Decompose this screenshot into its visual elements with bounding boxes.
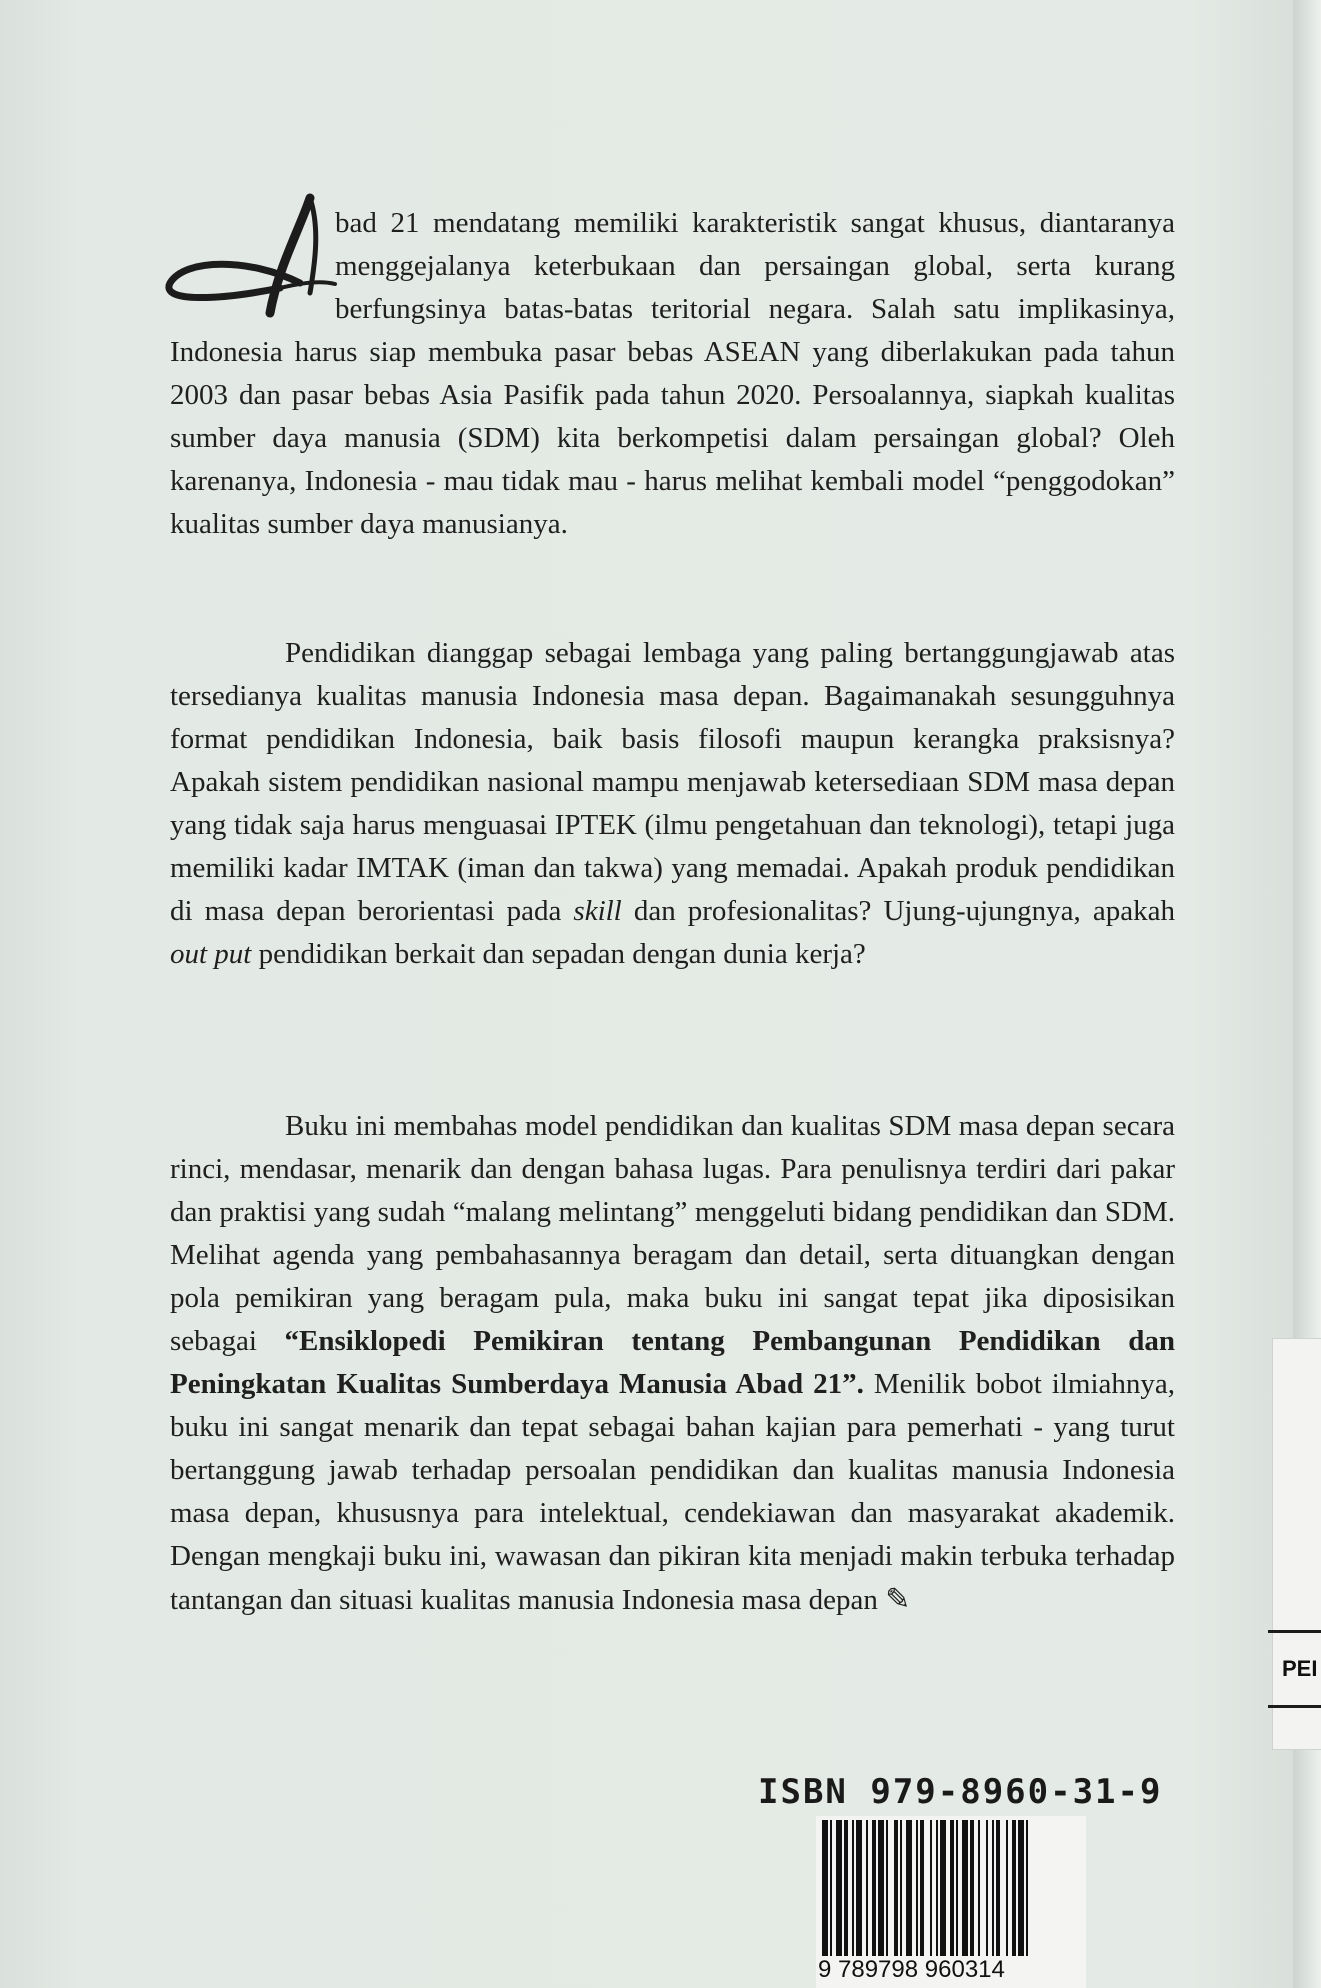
barcode-bar: [962, 1820, 968, 1956]
barcode-bar: [822, 1820, 828, 1956]
sticker-rule-bottom: [1268, 1705, 1321, 1708]
barcode-bar: [872, 1820, 876, 1956]
barcode-bar: [930, 1820, 932, 1956]
barcode-bar: [906, 1820, 912, 1956]
sticker-rule-top: [1268, 1630, 1321, 1633]
barcode-digits: 9 789798 960314: [818, 1956, 1005, 1983]
paragraph3-text-a: Buku ini membahas model pendidikan dan kualitas SDM masa depan secara rinci, mendasar, menarik dan dengan bahasa lugas. Para penulisnya terdiri dari pakar dan praktisi yang sudah “malang melintang” menggeluti bidang pendidikan dan SDM. Melihat agenda yang pembahasannya beragam dan detail, serta dituangkan dengan pola pemikiran yang beragam pula, maka buku ini sangat tepat jika diposisikan sebagai: [170, 1110, 1175, 1357]
barcode-bar: [878, 1820, 884, 1956]
barcode-bar: [844, 1820, 848, 1956]
barcode-bar: [1006, 1820, 1008, 1956]
barcode-bar: [970, 1820, 974, 1956]
paragraph2-text-b: dan profesionalitas? Ujung-ujungnya, apakah: [633, 895, 1175, 927]
barcode-bar: [916, 1820, 918, 1956]
paragraph1-text: bad 21 mendatang memiliki karakteristik sangat khusus, diantaranya menggejalanya keterbukaan dan persaingan global, serta kurang berfungsinya batas-batas teritorial negara. Salah satu implikasinya, Indonesia harus siap membuka pasar bebas ASEAN yang diberlakukan pada tahun 2003 dan pasar bebas Asia Pasifik pada tahun 2020. Persoalannya, siapkah kualitas sumber daya manusia (SDM) kita berkompetisi dalam persaingan global? Oleh karenanya, Indonesia - mau tidak mau - harus melihat kembali model “penggodokan” kualitas sumber daya manusianya.: [170, 207, 1175, 540]
barcode-bar: [978, 1820, 980, 1956]
library-sticker: [1272, 1338, 1321, 1750]
encyclopedia-title: “Ensiklopedi Pemikiran tentang Pembangunan Pendidikan dan Peningkatan Kualitas Sumberdaya Manusia Abad 21”.: [170, 1325, 1175, 1400]
dropcap-space: [170, 202, 335, 330]
paragraph2-text-a: Pendidikan dianggap sebagai lembaga yang paling bertanggungjawab atas tersedianya kualitas manusia Indonesia masa depan. Bagaimanakah sesungguhnya format pendidikan Indonesia, baik basis filosofi maupun kerangka praksisnya? Apakah sistem pendidikan nasional mampu menjawab ketersediaan SDM masa depan yang tidak saja harus menguasai IPTEK (ilmu pengetahuan dan teknologi), tetapi juga memiliki kadar IMTAK (iman dan takwa) yang memadai. Apakah produk pendidikan di masa depan berorientasi pada: [170, 637, 1175, 927]
barcode-bar: [996, 1820, 1000, 1956]
isbn-number: ISBN 979-8960-31-9: [758, 1772, 1163, 1812]
paragraph3-text-b: Menilik bobot ilmiahnya, buku ini sangat menarik dan tepat sebagai bahan kajian para pemerhati - yang turut bertanggung jawab terhadap persoalan pendidikan dan kualitas manusia Indonesia masa depan, khususnya para intelektual, cendekiawan dan masyarakat akademik. Dengan mengkaji buku ini, wawasan dan pikiran kita menjadi makin terbuka terhadap tantangan dan situasi kualitas manusia Indonesia masa depan: [170, 1368, 1176, 1616]
barcode-bar: [986, 1820, 988, 1956]
output-term: out put: [170, 938, 252, 970]
education-paragraph: [170, 632, 1175, 976]
pencil-icon: ✎: [885, 1582, 911, 1617]
barcode-bar: [886, 1820, 888, 1956]
barcode-bar: [836, 1820, 842, 1956]
barcode-bar: [866, 1820, 868, 1956]
barcode-bar: [940, 1820, 946, 1956]
intro-paragraph: [170, 202, 1175, 546]
barcode-bar: [992, 1820, 994, 1956]
barcode-bar: [950, 1820, 954, 1956]
barcode-bar: [852, 1820, 854, 1956]
book-summary-paragraph: [170, 1105, 1175, 1622]
sticker-label: PEI: [1282, 1656, 1318, 1681]
barcode-bar: [1012, 1820, 1016, 1956]
barcode-bar: [956, 1820, 958, 1956]
barcode-bar: [900, 1820, 902, 1956]
barcode-bar: [1026, 1820, 1028, 1956]
barcode-bar: [1018, 1820, 1024, 1956]
skill-term: skill: [573, 895, 622, 927]
barcode-bar: [936, 1820, 938, 1956]
barcode-bar: [856, 1820, 862, 1956]
barcode-bar: [830, 1820, 832, 1956]
barcode-bar: [920, 1820, 924, 1956]
barcode-bar: [894, 1820, 898, 1956]
paragraph2-text-c: pendidikan berkait dan sepadan dengan dunia kerja?: [258, 938, 866, 970]
